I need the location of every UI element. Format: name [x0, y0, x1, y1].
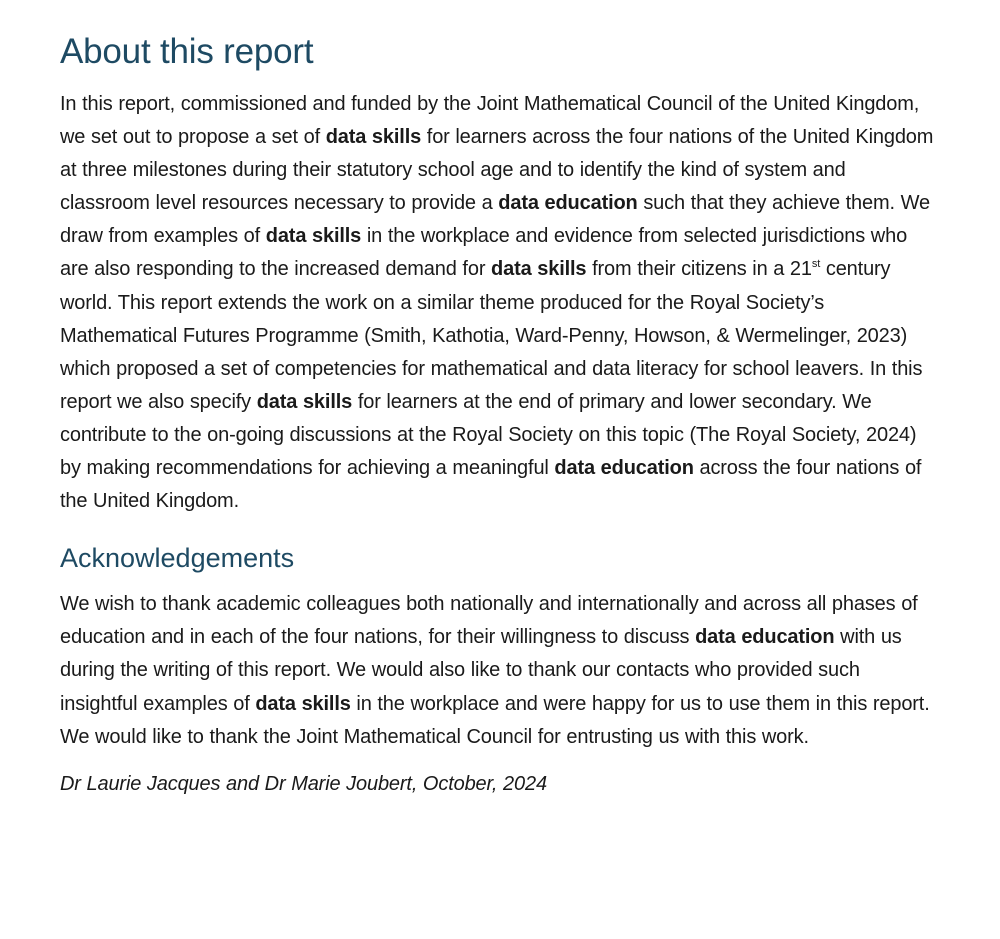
ack-text-3: in the workplace and were happy for us to use them in this report. We would like to thank the Joint Mathematical Council for entrusting us with this work.	[60, 692, 930, 748]
about-text-2: for learners across the four nations of the United Kingdom at three milestones during their statutory school age and to identify the kind of system and classroom level resources necessary to provide a	[60, 126, 934, 215]
term-data-skills: data skills	[256, 390, 353, 413]
about-paragraph	[60, 88, 940, 518]
ack-text-1: We wish to thank academic colleagues both nationally and internationally and across all phases of education and in each of the four nations, for their willingness to discuss	[60, 593, 918, 649]
about-text-5: from their citizens in a 21	[586, 258, 812, 281]
ordinal-superscript: st	[811, 258, 821, 271]
term-data-skills: data skills	[255, 692, 351, 715]
about-text-6: century world. This report extends the work on a similar theme produced for the Royal Society’s Mathematical Futures Programme (Smith, Kathotia, Ward-Penny, Howson, & Wermelinger, 2023) which proposed a set of competencies for mathematical and data literacy for school leavers. In this report we also specify	[60, 258, 923, 413]
about-text-8: across the four nations of the United Kingdom.	[60, 457, 922, 513]
acknowledgements-heading: Acknowledgements	[60, 543, 295, 574]
author-signature: Dr Laurie Jacques and Dr Marie Joubert, October, 2024	[60, 772, 547, 795]
about-text-4: in the workplace and evidence from selected jurisdictions who are also responding to the increased demand for	[60, 225, 908, 281]
term-data-skills: data skills	[325, 126, 422, 149]
ack-text-2: with us during the writing of this report. We would also like to thank our contacts who provided such insightful examples of	[60, 626, 902, 715]
about-text-3: such that they achieve them. We draw from examples of	[60, 192, 930, 248]
term-data-education: data education	[695, 626, 835, 649]
acknowledgements-paragraph	[60, 588, 940, 753]
term-data-skills: data skills	[265, 225, 362, 248]
about-heading: About this report	[60, 32, 314, 71]
report-page	[60, 0, 940, 801]
term-data-education: data education	[498, 192, 638, 215]
term-data-skills: data skills	[491, 258, 587, 281]
about-text-1: In this report, commissioned and funded by the Joint Mathematical Council of the United Kingdom, we set out to propose a set of	[60, 93, 920, 149]
about-text-7: for learners at the end of primary and lower secondary. We contribute to the on-going discussions at the Royal Society on this topic (The Royal Society, 2024) by making recommendations for achieving a meaningful	[60, 390, 917, 480]
term-data-education: data education	[554, 457, 694, 480]
